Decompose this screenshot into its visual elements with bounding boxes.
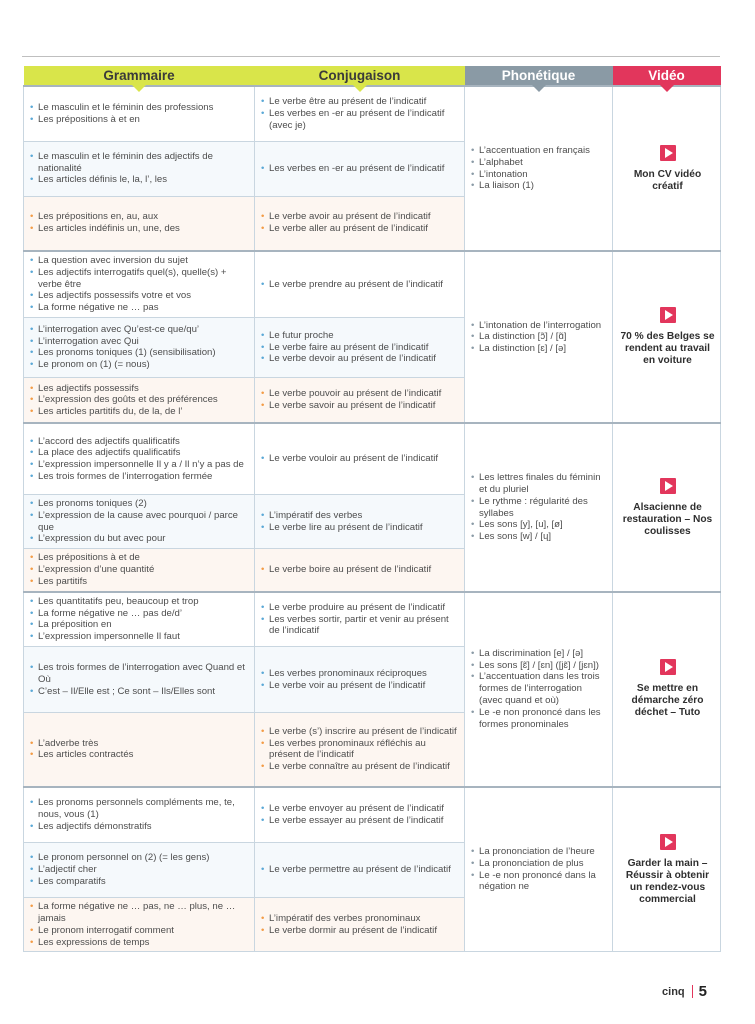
phonetique-cell (465, 86, 613, 251)
play-icon[interactable] (660, 145, 676, 161)
grammaire-cell (24, 423, 255, 494)
grammaire-item: • Les articles contractés (30, 749, 250, 761)
table-row (24, 251, 721, 317)
grammaire-list (30, 596, 250, 643)
page-word: cinq (662, 985, 685, 998)
conjugaison-list (261, 602, 460, 637)
video-cell (613, 592, 721, 787)
conjugaison-item: • Le verbe connaître au présent de l’indicatif (261, 761, 460, 773)
grammaire-item: • Les pronoms toniques (2) (30, 498, 250, 510)
phonetique-cell (465, 592, 613, 787)
phonetique-item: • L’intonation de l’interrogation (471, 320, 608, 332)
conjugaison-list (261, 330, 460, 365)
grammaire-cell (24, 196, 255, 251)
grammaire-item: • L’interrogation avec Qu’est-ce que/qu’ (30, 324, 250, 336)
grammaire-list (30, 852, 250, 887)
grammaire-cell (24, 86, 255, 141)
video-cell (613, 423, 721, 591)
video-title: Alsacienne de restauration – Nos coulisses (622, 501, 713, 537)
grammaire-cell (24, 713, 255, 787)
conjugaison-list (261, 726, 460, 773)
conjugaison-item: • Le verbe pouvoir au présent de l’indicatif (261, 388, 460, 400)
table-row (24, 423, 721, 494)
phonetique-list (471, 145, 608, 192)
conjugaison-item: • Le verbe être au présent de l’indicatif (261, 96, 460, 108)
conjugaison-item: • Le verbe boire au présent de l’indicatif (261, 564, 460, 576)
grammaire-item: • L’expression de la cause avec pourquoi / parce que (30, 510, 250, 534)
grammaire-item: • L’interrogation avec Qui (30, 336, 250, 348)
phonetique-list (471, 320, 608, 355)
conjugaison-cell (255, 647, 465, 713)
phonetique-item: • L’accentuation dans les trois formes de l’interrogation (avec quand et où) (471, 671, 608, 706)
phonetique-cell (465, 787, 613, 952)
phonetique-item: • L’alphabet (471, 157, 608, 169)
grammaire-cell (24, 647, 255, 713)
video-block (619, 307, 716, 367)
grammaire-item: • Les adjectifs démonstratifs (30, 821, 250, 833)
grammaire-item: • Les expressions de temps (30, 937, 250, 949)
conjugaison-item: • Le verbe permettre au présent de l’indicatif (261, 864, 460, 876)
conjugaison-item: • Le verbe prendre au présent de l’indicatif (261, 279, 460, 291)
phonetique-item: • La distinction [ɔ̃] / [ɑ̃] (471, 331, 608, 343)
phonetique-item: • L’intonation (471, 169, 608, 181)
grammaire-list (30, 102, 250, 126)
play-icon[interactable] (660, 478, 676, 494)
grammaire-item: • Les adjectifs possessifs votre et vos (30, 290, 250, 302)
table-row (24, 592, 721, 647)
grammaire-cell (24, 898, 255, 952)
conjugaison-cell (255, 494, 465, 548)
grammaire-list (30, 738, 250, 762)
conjugaison-item: • Les verbes en -er au présent de l’indicatif (261, 163, 460, 175)
grammaire-item: • Les adjectifs interrogatifs quel(s), quelle(s) + verbe être (30, 267, 250, 291)
conjugaison-item: • Le verbe savoir au présent de l’indicatif (261, 400, 460, 412)
phonetique-list (471, 648, 608, 731)
conjugaison-item: • Les verbes pronominaux réciproques (261, 668, 460, 680)
grammaire-list (30, 383, 250, 418)
phonetique-list (471, 846, 608, 893)
conjugaison-cell (255, 317, 465, 377)
grammaire-item: • Les pronoms toniques (1) (sensibilisation) (30, 347, 250, 359)
conjugaison-list (261, 453, 460, 465)
conjugaison-item: • Le verbe faire au présent de l’indicatif (261, 342, 460, 354)
grammaire-item: • Les partitifs (30, 576, 250, 588)
video-title: Garder la main – Réussir à obtenir un rendez-vous commercial (625, 857, 710, 905)
conjugaison-item: • Le verbe essayer au présent de l’indicatif (261, 815, 460, 827)
play-icon[interactable] (660, 834, 676, 850)
phonetique-list (471, 472, 608, 543)
conjugaison-item: • Le verbe voir au présent de l’indicatif (261, 680, 460, 692)
phonetique-item: • Le rythme : régularité des syllabes (471, 496, 608, 520)
conjugaison-cell (255, 787, 465, 843)
grammaire-item: • Le masculin et le féminin des adjectifs de nationalité (30, 151, 250, 175)
grammaire-cell (24, 317, 255, 377)
conjugaison-cell (255, 713, 465, 787)
grammaire-item: • La préposition en (30, 619, 250, 631)
grammaire-item: • C’est – Il/Elle est ; Ce sont – Ils/Elles sont (30, 686, 250, 698)
grammaire-item: • Le masculin et le féminin des professions (30, 102, 250, 114)
conjugaison-list (261, 388, 460, 412)
grammaire-list (30, 151, 250, 186)
grammaire-list (30, 498, 250, 545)
video-block (619, 478, 716, 538)
conjugaison-item: • Le verbe aller au présent de l’indicatif (261, 223, 460, 235)
video-cell (613, 787, 721, 952)
page-footer (662, 983, 707, 1000)
grammaire-item: • La forme négative ne … pas, ne … plus, ne … jamais (30, 901, 250, 925)
conjugaison-item: • Les verbes sortir, partir et venir au présent de l’indicatif (261, 614, 460, 638)
grammaire-item: • L’expression impersonnelle Il faut (30, 631, 250, 643)
grammaire-cell (24, 141, 255, 196)
grammaire-item: • L’accord des adjectifs qualificatifs (30, 436, 250, 448)
conjugaison-cell (255, 423, 465, 494)
phonetique-item: • Les sons [ɛ̃] / [ɛn] ([jɛ̃] / [jɛn]) (471, 660, 608, 672)
conjugaison-item: • Le verbe dormir au présent de l’indicatif (261, 925, 460, 937)
grammaire-item: • L’expression d’une quantité (30, 564, 250, 576)
conjugaison-cell (255, 898, 465, 952)
grammaire-item: • L’adjectif cher (30, 864, 250, 876)
grammaire-item: • L’adverbe très (30, 738, 250, 750)
phonetique-item: • La liaison (1) (471, 180, 608, 192)
phonetique-item: • Les lettres finales du féminin et du pluriel (471, 472, 608, 496)
conjugaison-item: • Le futur proche (261, 330, 460, 342)
grammaire-item: • L’expression des goûts et des préférences (30, 394, 250, 406)
conjugaison-cell (255, 843, 465, 898)
grammaire-list (30, 255, 250, 314)
grammaire-item: • Le pronom on (1) (= nous) (30, 359, 250, 371)
phonetique-item: • La discrimination [e] / [ə] (471, 648, 608, 660)
grammaire-item: • La question avec inversion du sujet (30, 255, 250, 267)
conjugaison-cell (255, 592, 465, 647)
conjugaison-item: • Le verbe produire au présent de l’indicatif (261, 602, 460, 614)
conjugaison-cell (255, 251, 465, 317)
conjugaison-list (261, 668, 460, 692)
video-cell (613, 86, 721, 251)
grammaire-item: • L’expression du but avec pour (30, 533, 250, 545)
grammaire-cell (24, 787, 255, 843)
conjugaison-cell (255, 377, 465, 423)
conjugaison-cell (255, 196, 465, 251)
conjugaison-item: • Le verbe devoir au présent de l’indicatif (261, 353, 460, 365)
grammaire-item: • Les prépositions à et en (30, 114, 250, 126)
footer-divider (692, 985, 693, 998)
table-row (24, 787, 721, 843)
header-video: Vidéo (613, 66, 721, 86)
phonetique-item: • La prononciation de plus (471, 858, 608, 870)
conjugaison-list (261, 803, 460, 827)
page-number: 5 (698, 983, 707, 1000)
grammaire-item: • Les articles partitifs du, de la, de l’ (30, 406, 250, 418)
grammaire-item: • L’expression impersonnelle Il y a / Il n’y a pas de (30, 459, 250, 471)
conjugaison-list (261, 279, 460, 291)
conjugaison-item: • Le verbe avoir au présent de l’indicatif (261, 211, 460, 223)
phonetique-cell (465, 251, 613, 423)
conjugaison-list (261, 864, 460, 876)
grammaire-cell (24, 843, 255, 898)
conjugaison-list (261, 564, 460, 576)
grammaire-cell (24, 251, 255, 317)
video-title: 70 % des Belges se rendent au travail en voiture (620, 331, 715, 367)
grammaire-item: • Les comparatifs (30, 876, 250, 888)
grammaire-list (30, 436, 250, 483)
conjugaison-cell (255, 141, 465, 196)
grammaire-item: • Le pronom personnel on (2) (= les gens) (30, 852, 250, 864)
phonetique-item: • L’accentuation en français (471, 145, 608, 157)
grammaire-cell (24, 592, 255, 647)
video-block (619, 659, 716, 719)
grammaire-item: • Le pronom interrogatif comment (30, 925, 250, 937)
play-icon[interactable] (660, 307, 676, 323)
grammaire-cell (24, 377, 255, 423)
header-conjugaison: Conjugaison (255, 66, 465, 86)
phonetique-item: • Le -e non prononcé dans les formes pronominales (471, 707, 608, 731)
grammaire-item: • Les articles indéfinis un, une, des (30, 223, 250, 235)
grammaire-list (30, 552, 250, 587)
grammaire-cell (24, 494, 255, 548)
video-block (619, 834, 716, 906)
top-rule (22, 56, 720, 57)
conjugaison-item: • Le verbe vouloir au présent de l’indicatif (261, 453, 460, 465)
video-block (619, 145, 716, 193)
conjugaison-item: • Le verbe lire au présent de l’indicatif (261, 522, 460, 534)
grammaire-cell (24, 549, 255, 592)
grammaire-item: • Les trois formes de l’interrogation fermée (30, 471, 250, 483)
grammaire-list (30, 662, 250, 697)
grammaire-item: • Les adjectifs possessifs (30, 383, 250, 395)
contents-table (23, 66, 721, 952)
conjugaison-list (261, 163, 460, 175)
phonetique-item: • Les sons [w] / [ɥ] (471, 531, 608, 543)
conjugaison-list (261, 510, 460, 534)
conjugaison-cell (255, 549, 465, 592)
conjugaison-item: • Les verbes en -er au présent de l’indicatif (avec je) (261, 108, 460, 132)
table-row (24, 86, 721, 141)
grammaire-item: • Les articles définis le, la, l’, les (30, 174, 250, 186)
grammaire-item: • Les quantitatifs peu, beaucoup et trop (30, 596, 250, 608)
conjugaison-list (261, 913, 460, 937)
video-title: Mon CV vidéo créatif (633, 168, 702, 192)
conjugaison-item: • L’impératif des verbes pronominaux (261, 913, 460, 925)
phonetique-item: • La prononciation de l’heure (471, 846, 608, 858)
video-title: Se mettre en démarche zéro déchet – Tuto (631, 683, 704, 719)
header-phonetique: Phonétique (465, 66, 613, 86)
conjugaison-item: • Le verbe envoyer au présent de l’indicatif (261, 803, 460, 815)
grammaire-list (30, 324, 250, 371)
grammaire-list (30, 797, 250, 832)
grammaire-item: • Les prépositions en, au, aux (30, 211, 250, 223)
play-icon[interactable] (660, 659, 676, 675)
phonetique-item: • La distinction [ɛ] / [ə] (471, 343, 608, 355)
conjugaison-item: • Les verbes pronominaux réfléchis au présent de l’indicatif (261, 738, 460, 762)
grammaire-item: • La forme négative ne … pas (30, 302, 250, 314)
header-grammaire: Grammaire (24, 66, 255, 86)
conjugaison-item: • L’impératif des verbes (261, 510, 460, 522)
grammaire-item: • La forme négative ne … pas de/d’ (30, 608, 250, 620)
grammaire-list (30, 901, 250, 948)
conjugaison-list (261, 96, 460, 131)
phonetique-item: • Le -e non prononcé dans la négation ne (471, 870, 608, 894)
video-cell (613, 251, 721, 423)
grammaire-item: • La place des adjectifs qualificatifs (30, 447, 250, 459)
conjugaison-cell (255, 86, 465, 141)
conjugaison-list (261, 211, 460, 235)
grammaire-item: • Les pronoms personnels compléments me, te, nous, vous (1) (30, 797, 250, 821)
grammaire-list (30, 211, 250, 235)
phonetique-item: • Les sons [y], [u], [ø] (471, 519, 608, 531)
grammaire-item: • Les trois formes de l’interrogation avec Quand et Où (30, 662, 250, 686)
conjugaison-item: • Le verbe (s’) inscrire au présent de l’indicatif (261, 726, 460, 738)
grammaire-item: • Les prépositions à et de (30, 552, 250, 564)
phonetique-cell (465, 423, 613, 591)
